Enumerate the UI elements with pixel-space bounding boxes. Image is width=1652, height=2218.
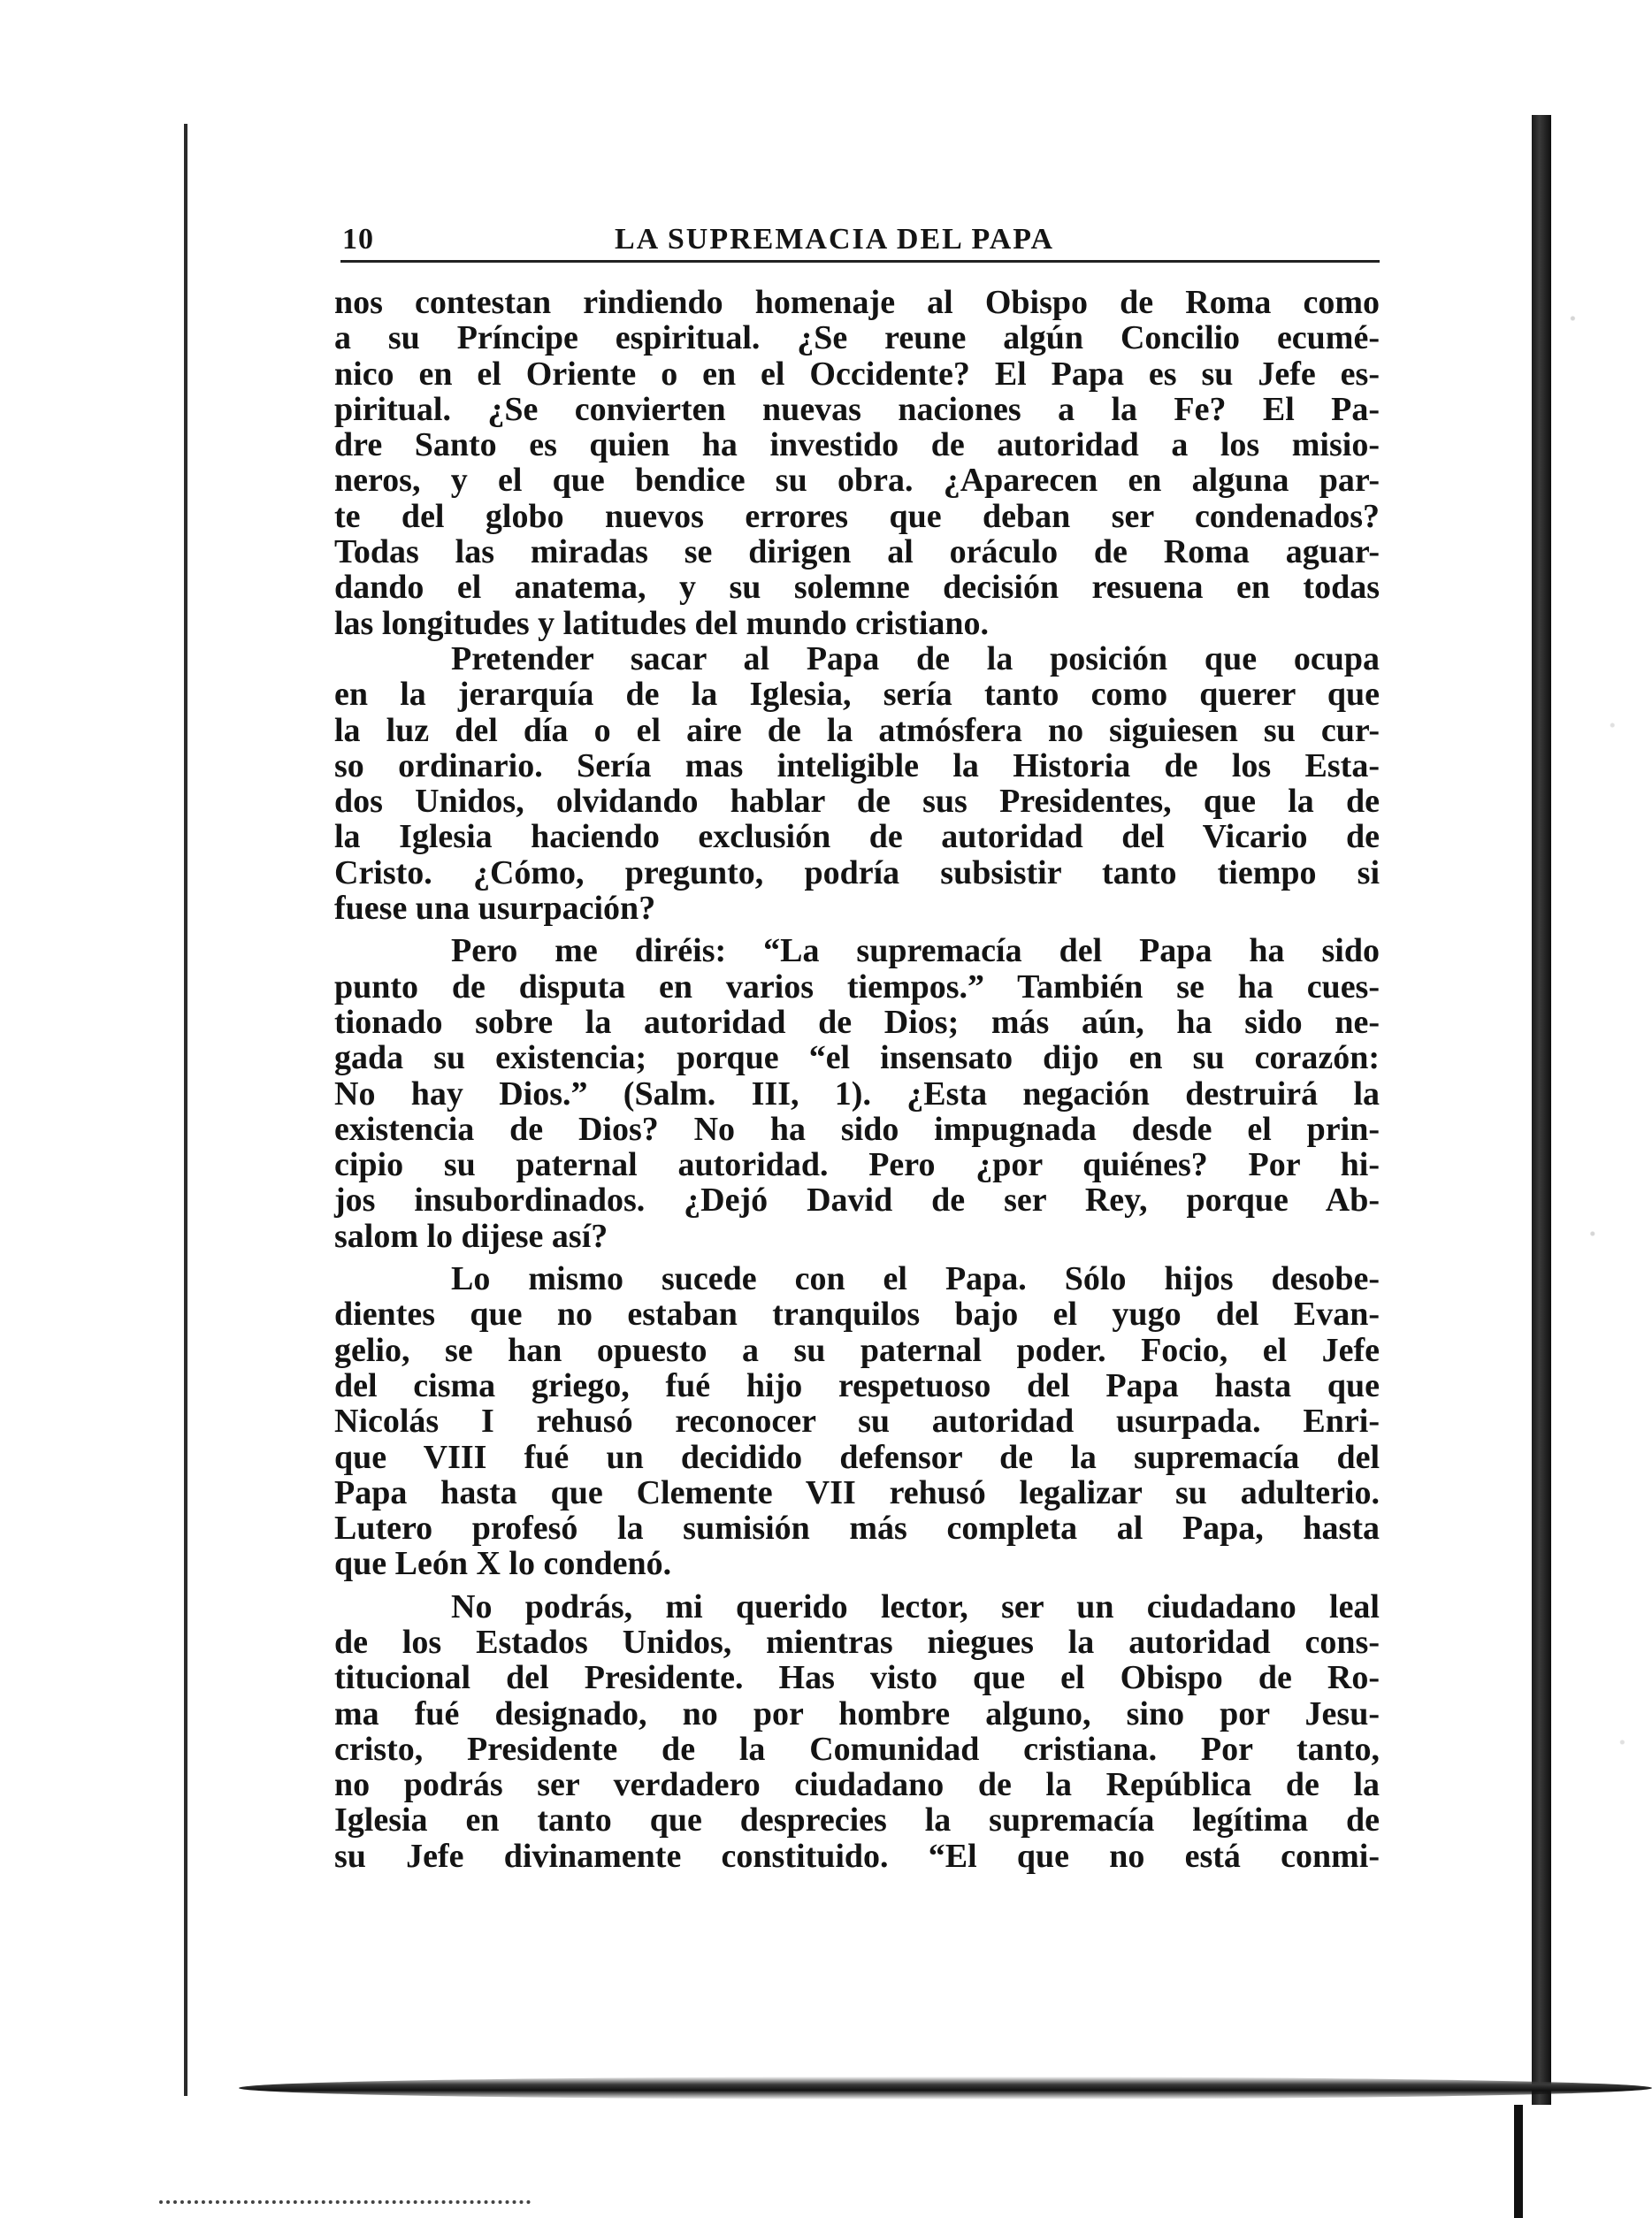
text-line: que León X lo condenó. xyxy=(334,1545,672,1583)
text-line: ma fué designado, no por hombre alguno, sino por Jesu- xyxy=(334,1694,1380,1732)
text-line: gada su existencia; porque “el insensato dijo en su corazón: xyxy=(334,1039,1380,1077)
text-line: la luz del día o el aire de la atmósfera no siguiesen su cur- xyxy=(334,711,1380,749)
text-line: del cisma griego, fué hijo respetuoso del Papa hasta que xyxy=(334,1366,1380,1404)
text-line: gelio, se han opuesto a su paternal poder. Focio, el Jefe xyxy=(334,1331,1380,1369)
text-line: nico en el Oriente o en el Occidente? El Papa es su Jefe es- xyxy=(334,355,1380,393)
text-line: No podrás, mi querido lector, ser un ciudadano leal xyxy=(451,1587,1380,1625)
scan-noise xyxy=(1553,115,1652,2149)
text-line: cipio su paternal autoridad. Pero ¿por quiénes? Por hi- xyxy=(334,1146,1380,1184)
scan-bottom-smear xyxy=(239,2077,1652,2099)
text-line: Lo mismo sucede con el Papa. Sólo hijos desobe- xyxy=(451,1260,1380,1298)
text-line: de los Estados Unidos, mientras niegues la autoridad cons- xyxy=(334,1623,1380,1661)
text-line: jos insubordinados. ¿Dejó David de ser Rey, porque Ab- xyxy=(334,1182,1380,1220)
text-line: tionado sobre la autoridad de Dios; más aún, ha sido ne- xyxy=(334,1003,1380,1041)
text-line: fuese una usurpación? xyxy=(334,890,656,928)
text-line: salom lo dijese así? xyxy=(334,1217,608,1255)
text-line: dientes que no estaban tranquilos bajo el yugo del Evan- xyxy=(334,1296,1380,1334)
text-line: que VIII fué un decidido defensor de la supremacía del xyxy=(334,1438,1380,1476)
text-line: Todas las miradas se dirigen al oráculo de Roma aguar- xyxy=(334,533,1380,571)
text-line: cristo, Presidente de la Comunidad cristiana. Por tanto, xyxy=(334,1730,1380,1768)
text-line: te del globo nuevos errores que deban ser condenados? xyxy=(334,497,1380,535)
text-line: existencia de Dios? No ha sido impugnada desde el prin- xyxy=(334,1110,1380,1148)
text-line: Pero me diréis: “La supremacía del Papa ha sido xyxy=(451,932,1380,970)
text-line: en la jerarquía de la Iglesia, sería tanto como querer que xyxy=(334,676,1380,714)
text-line: las longitudes y latitudes del mundo cristiano. xyxy=(334,604,990,642)
text-line: su Jefe divinamente constituido. “El que no está conmi- xyxy=(334,1837,1380,1875)
text-line: punto de disputa en varios tiempos.” También se ha cues- xyxy=(334,968,1380,1006)
scan-left-binding-line xyxy=(184,124,187,2096)
text-line: Iglesia en tanto que desprecies la supremacía legítima de xyxy=(334,1801,1380,1839)
text-line: titucional del Presidente. Has visto que el Obispo de Ro- xyxy=(334,1659,1380,1697)
text-line: la Iglesia haciendo exclusión de autoridad del Vicario de xyxy=(334,818,1380,856)
text-line: dre Santo es quien ha investido de autoridad a los misio- xyxy=(334,426,1380,464)
text-line: Lutero profesó la sumisión más completa al Papa, hasta xyxy=(334,1510,1380,1548)
text-line: so ordinario. Sería mas inteligible la Historia de los Esta- xyxy=(334,746,1380,784)
page-number: 10 xyxy=(342,223,374,256)
text-line: Papa hasta que Clemente VII rehusó legalizar su adulterio. xyxy=(334,1473,1380,1511)
page-header xyxy=(340,219,1380,263)
text-line: dando el anatema, y su solemne decisión resuena en todas xyxy=(334,569,1380,607)
text-line: Nicolás I rehusó reconocer su autoridad usurpada. Enri- xyxy=(334,1403,1380,1441)
scan-right-page-edge xyxy=(1532,115,1551,2105)
paragraph xyxy=(334,1261,1380,1582)
page-body xyxy=(334,285,1380,1874)
text-line: nos contestan rindiendo homenaje al Obispo de Roma como xyxy=(334,284,1380,321)
text-line: dos Unidos, olvidando hablar de sus Presidentes, que la de xyxy=(334,783,1380,821)
running-title: LA SUPREMACIA DEL PAPA xyxy=(615,223,1055,256)
text-line: Pretender sacar al Papa de la posición que ocupa xyxy=(451,639,1380,677)
text-line: a su Príncipe espiritual. ¿Se reune algún Concilio ecumé- xyxy=(334,319,1380,357)
text-line: No hay Dios.” (Salm. III, 1). ¿Esta negación destruirá la xyxy=(334,1075,1380,1113)
paragraph xyxy=(334,641,1380,926)
text-line: piritual. ¿Se convierten nuevas naciones a la Fe? El Pa- xyxy=(334,390,1380,428)
text-line: Cristo. ¿Cómo, pregunto, podría subsistir tanto tiempo si xyxy=(334,853,1380,891)
text-line: neros, y el que bendice su obra. ¿Aparecen en alguna par- xyxy=(334,462,1380,500)
text-line: no podrás ser verdadero ciudadano de la República de la xyxy=(334,1766,1380,1804)
paragraph xyxy=(334,285,1380,641)
paragraph xyxy=(334,1589,1380,1874)
scan-bottom-mark xyxy=(1514,2105,1523,2218)
scan-bottom-dots xyxy=(159,2200,531,2209)
paragraph xyxy=(334,933,1380,1254)
